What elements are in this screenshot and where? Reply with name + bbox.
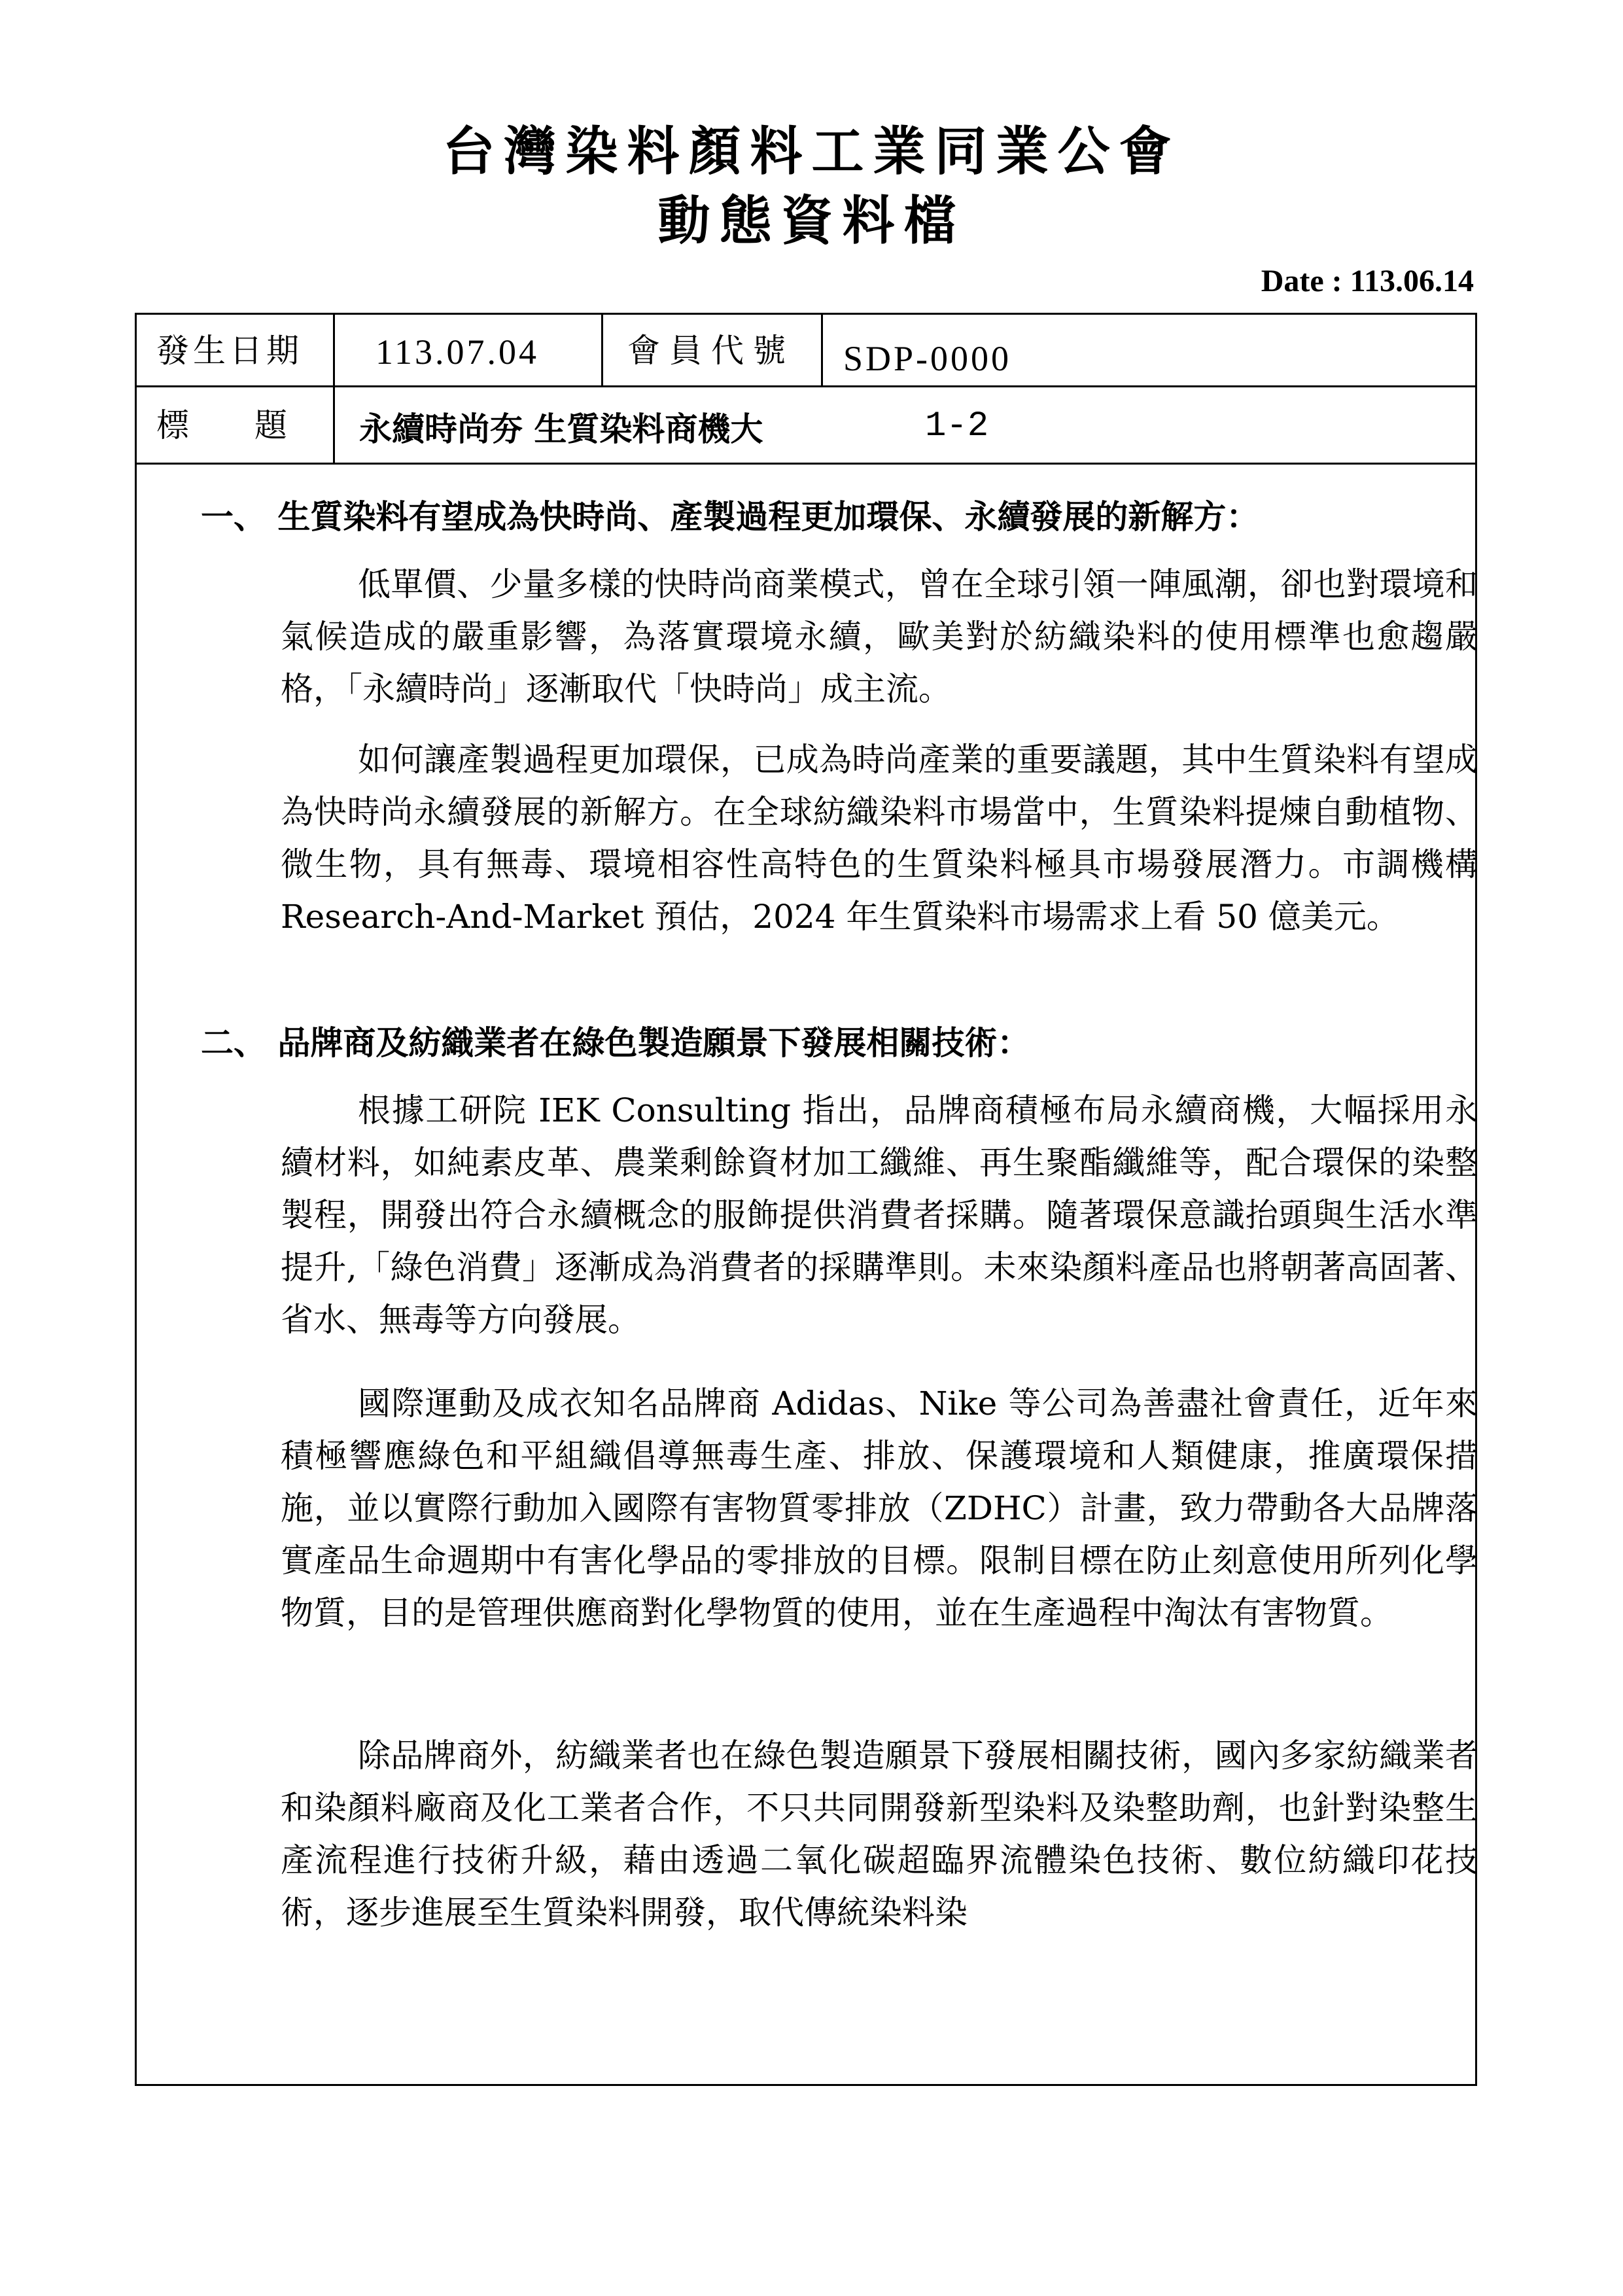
section-heading: 一、 生質染料有望成為快時尚、產製過程更加環保、永續發展的新解方： [201, 498, 1259, 536]
paragraph: 國際運動及成衣知名品牌商 Adidas、Nike 等公司為善盡社會責任，近年來積極響應綠色和平組織倡導無毒生產、排放、保護環境和人類健康，推廣環保措施，並以實際行動加入國際有害物質零排放（ZDHC）計畫，致力帶動各大品牌落實產品生命週期中有害化學品的零排放的目標。限制目標在防止刻意使用所列化學物質，目的是管理供應商對化學物質的使用，並在生產過程中淘汰有害物質。 [281, 1385, 1478, 1632]
subject-value: 永續時尚夯 生質染料商機大 [359, 410, 763, 448]
paragraph: 除品牌商外，紡織業者也在綠色製造願景下發展相關技術，國內多家紡織業者和染顏料廠商及化工業者合作，不只共同開發新型染料及染整助劑，也針對染整生產流程進行技術升級，藉由透過二氧化碳超臨界流體染色技術、數位紡織印花技術，逐步進展至生質染料開發，取代傳統染料染 [281, 1737, 1478, 1932]
table-divider [333, 315, 335, 463]
paragraph: 如何讓產製過程更加環保，已成為時尚產業的重要議題，其中生質染料有望成為快時尚永續發展的新解方。在全球紡織染料市場當中，生質染料提煉自動植物、微生物，具有無毒、環境相容性高特色的生質染料極具市場發展潛力。市調機構 Research-And-Market 預估，2024 年生質染料市場需求上看 50 億美元。 [281, 741, 1478, 936]
table-divider [601, 315, 603, 385]
table-divider [821, 315, 823, 385]
document-subtitle: 動態資料檔 [657, 190, 966, 251]
issue-date: Date : 113.06.14 [1261, 264, 1474, 298]
table-divider [137, 385, 1475, 387]
paragraph: 低單價、少量多樣的快時尚商業模式，曾在全球引領一陣風潮，卻也對環境和氣候造成的嚴重影響，為落實環境永續，歐美對於紡織染料的使用標準也愈趨嚴格，「永續時尚」逐漸取代「快時尚」成主流。 [281, 565, 1478, 708]
date-label: 發生日期 [156, 332, 303, 370]
document-title: 台灣染料顏料工業同業公會 [442, 121, 1181, 182]
page-number: 1-2 [925, 406, 989, 446]
subject-label: 標 題 [156, 406, 287, 444]
member-value: SDP-0000 [843, 339, 1012, 378]
paragraph: 根據工研院 IEK Consulting 指出，品牌商積極布局永續商機，大幅採用永續材料，如純素皮革、農業剩餘資材加工纖維、再生聚酯纖維等，配合環保的染整製程，開發出符合永續概念的服飾提供消費者採購。隨著環保意識抬頭與生活水準提升,「綠色消費」逐漸成為消費者的採購準則。未來染顏料產品也將朝著高固著、省水、無毒等方向發展。 [281, 1091, 1478, 1339]
table-divider [137, 463, 1475, 465]
document-frame [135, 313, 1477, 2086]
date-value: 113.07.04 [375, 332, 539, 372]
section-heading: 二、 品牌商及紡織業者在綠色製造願景下發展相關技術： [201, 1024, 1030, 1062]
member-label: 會員代號 [627, 332, 795, 370]
